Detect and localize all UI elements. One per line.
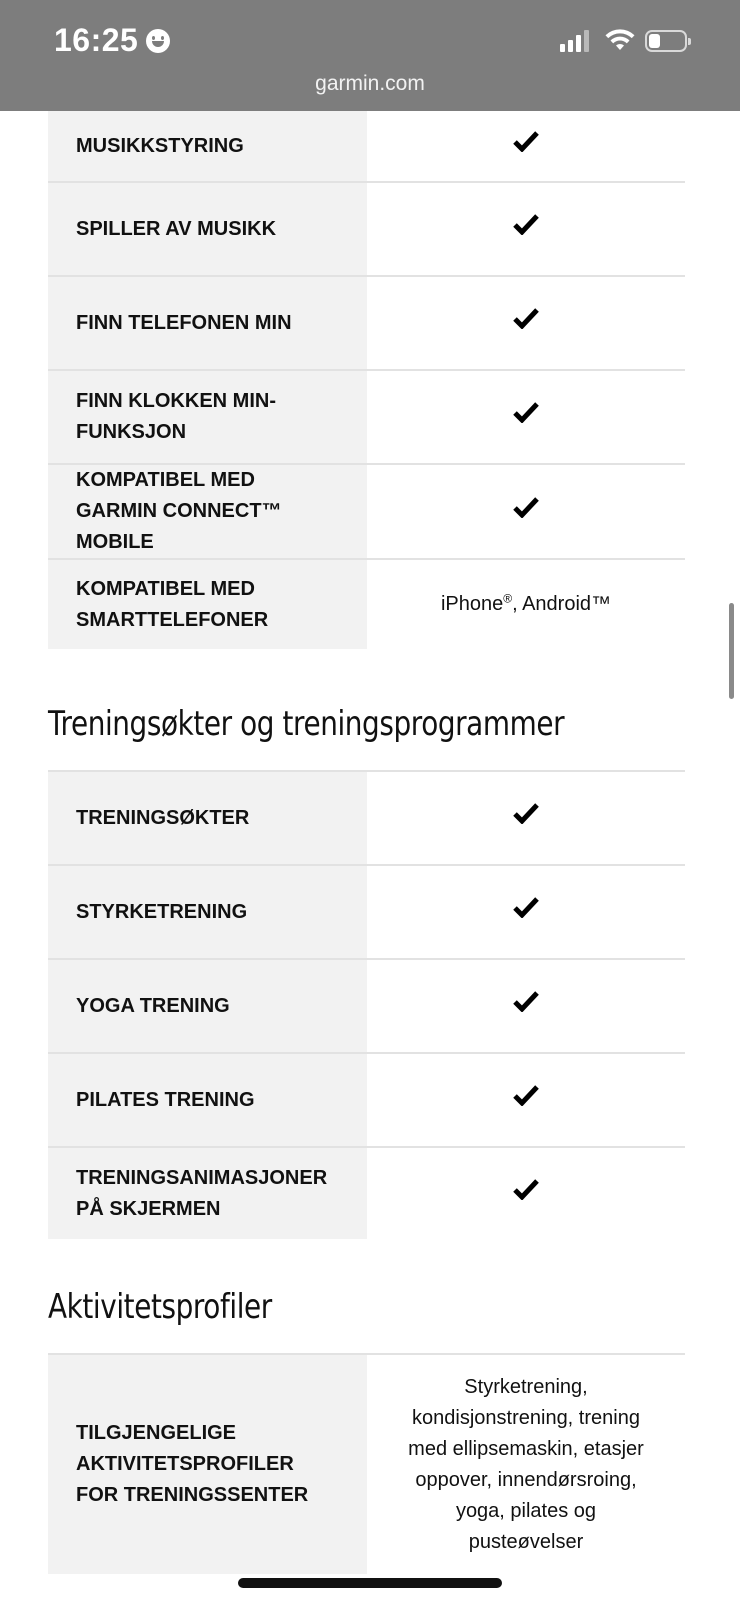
- row-value: [367, 1053, 685, 1147]
- checkmark-icon: [513, 130, 539, 152]
- table-row: [48, 1147, 685, 1239]
- table-row: [48, 959, 685, 1053]
- status-bar: [0, 0, 740, 111]
- page-content: [48, 111, 685, 1574]
- status-time: [54, 22, 170, 59]
- spec-table-workouts: [48, 770, 685, 1239]
- table-row: [48, 1053, 685, 1147]
- table-row: [48, 771, 685, 865]
- table-row: [48, 1354, 685, 1574]
- row-label: STYRKETRENING: [48, 865, 367, 959]
- row-label: FINN TELEFONEN MIN: [48, 276, 367, 370]
- signal-icon: [560, 30, 589, 52]
- row-label: MUSIKKSTYRING: [48, 111, 367, 182]
- battery-icon: [645, 30, 687, 52]
- row-value: [367, 276, 685, 370]
- table-row: [48, 111, 685, 182]
- row-label: KOMPATIBEL MED GARMIN CONNECT™ MOBILE: [48, 464, 367, 559]
- row-value: [367, 111, 685, 182]
- row-label: TILGJENGELIGE AKTIVITETSPROFILER FOR TRENINGSSENTER: [48, 1354, 367, 1574]
- row-value: [367, 559, 685, 649]
- spec-table-connectivity: [48, 111, 685, 649]
- row-value: [367, 771, 685, 865]
- section-title-workouts: Treningsøkter og treningsprogrammer: [48, 704, 565, 744]
- row-value: [367, 370, 685, 464]
- table-row: [48, 276, 685, 370]
- row-label: PILATES TRENING: [48, 1053, 367, 1147]
- row-label: SPILLER AV MUSIKK: [48, 182, 367, 276]
- table-row: [48, 182, 685, 276]
- row-value: [367, 865, 685, 959]
- time-text: 16:25: [54, 22, 139, 58]
- row-label: YOGA TRENING: [48, 959, 367, 1053]
- table-row: [48, 464, 685, 559]
- value-sup: ®: [503, 591, 513, 606]
- row-value: [367, 959, 685, 1053]
- checkmark-icon: [513, 307, 539, 329]
- checkmark-icon: [513, 213, 539, 235]
- checkmark-icon: [513, 1178, 539, 1200]
- table-row: [48, 370, 685, 464]
- spec-table-profiles: [48, 1353, 685, 1574]
- home-indicator[interactable]: [238, 1578, 502, 1588]
- row-value: [367, 464, 685, 559]
- checkmark-icon: [513, 802, 539, 824]
- table-row: [48, 865, 685, 959]
- wifi-icon: [604, 28, 636, 52]
- checkmark-icon: [513, 1084, 539, 1106]
- checkmark-icon: [513, 990, 539, 1012]
- row-value: [367, 182, 685, 276]
- section-title-profiles: Aktivitetsprofiler: [48, 1287, 272, 1327]
- row-label: FINN KLOKKEN MIN-FUNKSJON: [48, 370, 367, 464]
- row-value: Styrketrening, kondisjonstrening, trening med ellipsemaskin, etasjer oppover, innendørsroing, yoga, pilates og pusteøvelser: [367, 1354, 685, 1574]
- row-label: KOMPATIBEL MED SMARTTELEFONER: [48, 559, 367, 649]
- checkmark-icon: [513, 401, 539, 423]
- value-part-1: iPhone: [440, 593, 504, 615]
- table-row: [48, 559, 685, 649]
- scrollbar[interactable]: [729, 603, 734, 699]
- smiley-icon: [146, 29, 170, 53]
- row-value: [367, 1147, 685, 1239]
- checkmark-icon: [513, 896, 539, 918]
- checkmark-icon: [513, 496, 539, 518]
- row-label: TRENINGSANIMASJONER PÅ SKJERMEN: [48, 1147, 367, 1239]
- row-label: TRENINGSØKTER: [48, 771, 367, 865]
- url-bar[interactable]: garmin.com: [315, 72, 425, 95]
- value-part-2: , Android™: [512, 593, 612, 615]
